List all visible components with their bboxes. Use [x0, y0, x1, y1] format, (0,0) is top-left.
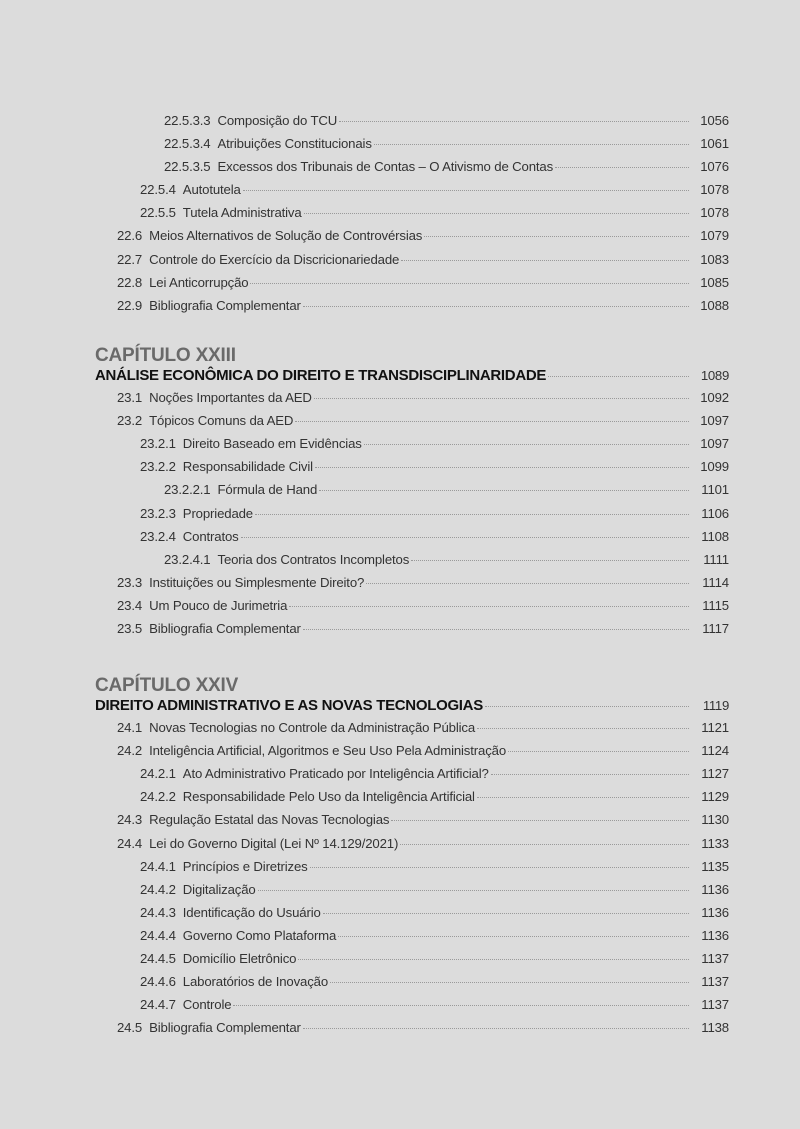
entry-title: Atribuições Constitucionais [217, 136, 372, 152]
spacer [176, 882, 183, 897]
entry-title: Composição do TCU [217, 113, 338, 128]
toc-entry[interactable] [95, 436, 729, 459]
dot-leader [304, 213, 689, 214]
page-number: 1121 [701, 720, 729, 736]
page-number: 1127 [701, 766, 729, 782]
chapter-title: DIREITO ADMINISTRATIVO E AS NOVAS TECNOLOGIAS [95, 697, 483, 714]
entry-title: Ato Administrativo Praticado por Inteligência Artificial? [182, 766, 489, 782]
spacer [176, 789, 183, 804]
toc-entry[interactable] [95, 413, 729, 436]
spacer [142, 1020, 149, 1035]
spacer [176, 459, 183, 474]
dot-leader [330, 982, 689, 983]
dot-leader [477, 728, 689, 729]
spacer [142, 275, 149, 290]
dot-leader [339, 121, 689, 122]
entry-title: Lei Anticorrupção [149, 274, 249, 290]
toc-entry[interactable] [95, 205, 729, 228]
page-number: 1119 [702, 698, 729, 713]
toc-entry[interactable] [95, 951, 729, 974]
entry-title: Responsabilidade Pelo Uso da Inteligência Artificial [182, 789, 475, 805]
entry-title: Propriedade [182, 505, 253, 521]
chapter-title-row[interactable] [95, 367, 729, 390]
spacer [210, 159, 217, 174]
toc-entry[interactable] [95, 974, 729, 997]
page-number: 1117 [702, 621, 729, 637]
dot-leader [391, 820, 689, 821]
entry-number: 22.5.5 [140, 205, 176, 221]
page-number: 1076 [700, 159, 729, 175]
spacer [210, 113, 217, 128]
entry-number: 23.2.4.1 [164, 551, 211, 567]
entry-title: Identificação do Usuário [182, 904, 321, 920]
dot-leader [233, 1005, 689, 1006]
dot-leader [258, 890, 689, 891]
entry-title: Teoria dos Contratos Incompletos [217, 551, 410, 567]
toc-entry[interactable] [95, 182, 729, 205]
entry-number: 24.4.2 [140, 881, 176, 897]
spacer [210, 136, 217, 151]
entry-title: Direito Baseado em Evidências [182, 436, 362, 452]
toc-entry[interactable] [95, 812, 729, 835]
spacer [176, 436, 183, 451]
entry-title: Princípios e Diretrizes [182, 858, 308, 874]
entry-title: Novas Tecnologias no Controle da Administração Pública [149, 720, 476, 736]
page-number: 1061 [700, 136, 729, 152]
toc-entry[interactable] [95, 905, 729, 928]
entry-number: 24.4.3 [140, 904, 176, 920]
chapter-entries [95, 390, 729, 644]
spacer [142, 720, 149, 735]
page-number: 1088 [700, 297, 729, 313]
dot-leader [400, 844, 689, 845]
entry-title: Noções Importantes da AED [149, 390, 312, 406]
entry-title: Digitalização [182, 881, 256, 897]
entry-title: Autotutela [182, 182, 241, 198]
chapter-entries [95, 720, 729, 1043]
toc-entry[interactable] [95, 159, 729, 182]
toc-block-chapter-22 [95, 113, 729, 321]
entry-number: 24.4 [117, 835, 143, 851]
page-number: 1097 [700, 413, 729, 429]
page-number: 1078 [700, 205, 729, 221]
entry-title: Um Pouco de Jurimetria [149, 597, 288, 613]
toc-entry[interactable] [95, 720, 729, 743]
entry-number: 22.9 [117, 297, 143, 313]
dot-leader [508, 751, 689, 752]
page-number: 1099 [700, 459, 729, 475]
page-number: 1089 [700, 368, 729, 383]
chapter-label: CAPÍTULO XXIII [95, 345, 236, 366]
spacer [142, 228, 149, 243]
entry-title: Controle do Exercício da Discricionariedade [149, 251, 400, 267]
spacer [176, 974, 183, 989]
page-number: 1083 [700, 251, 729, 267]
entry-number: 24.4.6 [140, 974, 176, 990]
entry-number: 22.5.3.4 [164, 136, 211, 152]
entry-number: 23.3 [117, 574, 143, 590]
page-number: 1115 [702, 597, 729, 613]
page-number: 1133 [701, 835, 729, 851]
page-number: 1138 [701, 1020, 729, 1036]
spacer [142, 252, 149, 267]
spacer [176, 905, 183, 920]
page-number: 1097 [700, 436, 729, 452]
dot-leader [303, 306, 689, 307]
dot-leader [485, 706, 689, 707]
spacer [176, 506, 183, 521]
entry-number: 23.2.1 [140, 436, 176, 452]
entry-title: Bibliografia Complementar [149, 1020, 301, 1036]
toc-entry[interactable] [95, 743, 729, 766]
page-number: 1136 [701, 927, 729, 943]
toc-entry[interactable] [95, 598, 729, 621]
toc-entry[interactable] [95, 482, 729, 505]
entry-number: 24.5 [117, 1020, 143, 1036]
page-number: 1092 [700, 390, 729, 406]
page-number: 1079 [700, 228, 729, 244]
spacer [176, 859, 183, 874]
dot-leader [338, 936, 689, 937]
spacer [210, 552, 217, 567]
dot-leader [295, 421, 689, 422]
spacer [176, 951, 183, 966]
entry-number: 22.7 [117, 251, 143, 267]
entry-number: 24.3 [117, 812, 143, 828]
page-number: 1137 [701, 974, 729, 990]
toc-entry[interactable] [95, 136, 729, 159]
entry-title: Laboratórios de Inovação [182, 974, 329, 990]
entry-number: 22.6 [117, 228, 143, 244]
entry-title: Inteligência Artificial, Algoritmos e Seu Uso Pela Administração [149, 743, 507, 759]
entry-title: Lei do Governo Digital (Lei Nº 14.129/2021) [149, 835, 399, 851]
toc-entry[interactable] [95, 928, 729, 951]
toc-entry[interactable] [95, 789, 729, 812]
page-number: 1108 [701, 528, 729, 544]
spacer [210, 482, 217, 497]
dot-leader [548, 376, 689, 377]
entry-number: 23.5 [117, 621, 143, 637]
dot-leader [411, 560, 689, 561]
spacer [142, 743, 149, 758]
dot-leader [319, 490, 689, 491]
entry-number: 23.2 [117, 413, 143, 429]
entry-title: Fórmula de Hand [217, 482, 318, 498]
entry-title: Tutela Administrativa [182, 205, 302, 221]
toc-entry[interactable] [95, 552, 729, 575]
toc-entry[interactable] [95, 252, 729, 275]
entry-number: 23.2.2.1 [164, 482, 211, 498]
entry-number: 24.4.5 [140, 951, 176, 967]
entry-number: 23.2.4 [140, 528, 176, 544]
entry-number: 22.5.4 [140, 182, 176, 198]
dot-leader [555, 167, 689, 168]
spacer [142, 575, 149, 590]
toc-block-chapter-23 [95, 345, 729, 644]
entry-number: 24.4.7 [140, 997, 176, 1013]
spacer [176, 182, 183, 197]
entry-title: Meios Alternativos de Solução de Controvérsias [149, 228, 423, 244]
toc-entry[interactable] [95, 529, 729, 552]
entry-title: Contratos [182, 528, 239, 544]
toc-entry[interactable] [95, 766, 729, 789]
page-number: 1106 [701, 505, 729, 521]
entry-number: 24.2 [117, 743, 143, 759]
spacer [176, 997, 183, 1012]
spacer [142, 812, 149, 827]
toc-entry[interactable] [95, 459, 729, 482]
dot-leader [255, 514, 689, 515]
dot-leader [243, 190, 689, 191]
page-number: 1078 [700, 182, 729, 198]
page-number: 1085 [700, 274, 729, 290]
dot-leader [364, 444, 689, 445]
toc-entry[interactable] [95, 836, 729, 859]
toc-entry[interactable] [95, 228, 729, 251]
spacer [176, 766, 183, 781]
entry-number: 22.5.3.5 [164, 159, 211, 175]
page-number: 1124 [701, 743, 729, 759]
page-number: 1137 [701, 951, 729, 967]
entry-title: Governo Como Plataforma [182, 927, 337, 943]
spacer [176, 205, 183, 220]
entry-number: 24.4.1 [140, 858, 176, 874]
spacer [142, 390, 149, 405]
toc-entry[interactable] [95, 298, 729, 321]
spacer [176, 928, 183, 943]
page-number: 1136 [701, 904, 729, 920]
toc-entry[interactable] [95, 621, 729, 644]
spacer [176, 529, 183, 544]
entry-number: 24.1 [117, 720, 143, 736]
chapter-title-row[interactable] [95, 697, 729, 720]
entry-number: 23.4 [117, 597, 143, 613]
entry-title: Domicílio Eletrônico [182, 951, 297, 967]
toc-entry[interactable] [95, 1020, 729, 1043]
dot-leader [289, 606, 689, 607]
toc-entry[interactable] [95, 506, 729, 529]
entry-title: Responsabilidade Civil [182, 459, 313, 475]
toc-entry[interactable] [95, 997, 729, 1020]
spacer [142, 298, 149, 313]
spacer [142, 621, 149, 636]
page-number: 1136 [701, 881, 729, 897]
dot-leader [424, 236, 689, 237]
dot-leader [315, 467, 689, 468]
toc-entry[interactable] [95, 390, 729, 413]
dot-leader [323, 913, 689, 914]
toc-entry[interactable] [95, 575, 729, 598]
entry-number: 23.2.2 [140, 459, 176, 475]
spacer [142, 598, 149, 613]
page-number: 1135 [701, 858, 729, 874]
dot-leader [310, 867, 689, 868]
toc-entry[interactable] [95, 882, 729, 905]
dot-leader [241, 537, 689, 538]
page-number: 1056 [700, 113, 729, 128]
entry-title: Tópicos Comuns da AED [149, 413, 294, 429]
toc-entry[interactable] [95, 275, 729, 298]
page-number: 1111 [703, 551, 729, 567]
toc-entry[interactable] [95, 859, 729, 882]
dot-leader [366, 583, 689, 584]
toc-block-chapter-24 [95, 675, 729, 1043]
entry-number: 22.5.3.3 [164, 113, 211, 128]
dot-leader [491, 774, 689, 775]
chapter-title: ANÁLISE ECONÔMICA DO DIREITO E TRANSDISCIPLINARIDADE [95, 367, 547, 384]
entry-title: Controle [182, 997, 232, 1013]
entry-number: 22.8 [117, 274, 143, 290]
dot-leader [374, 144, 689, 145]
spacer [142, 413, 149, 428]
dot-leader [314, 398, 689, 399]
spacer [142, 836, 149, 851]
dot-leader [250, 283, 689, 284]
entry-number: 23.2.3 [140, 505, 176, 521]
entry-title: Excessos dos Tribunais de Contas – O Ativismo de Contas [217, 159, 554, 175]
page-number: 1137 [701, 997, 729, 1013]
entry-number: 24.2.2 [140, 789, 176, 805]
dot-leader [303, 629, 689, 630]
chapter-label: CAPÍTULO XXIV [95, 675, 239, 696]
page-number: 1129 [701, 789, 729, 805]
entry-title: Bibliografia Complementar [149, 297, 301, 313]
dot-leader [303, 1028, 689, 1029]
entry-title: Regulação Estatal das Novas Tecnologias [149, 812, 390, 828]
entry-title: Instituições ou Simplesmente Direito? [149, 574, 365, 590]
toc-entry[interactable] [95, 113, 729, 136]
entry-number: 23.1 [117, 390, 143, 406]
dot-leader [298, 959, 689, 960]
page-number: 1101 [701, 482, 729, 498]
entry-number: 24.2.1 [140, 766, 176, 782]
entry-title: Bibliografia Complementar [149, 621, 301, 637]
entry-number: 24.4.4 [140, 927, 176, 943]
dot-leader [401, 260, 689, 261]
dot-leader [477, 797, 689, 798]
page-number: 1130 [701, 812, 729, 828]
page-number: 1114 [702, 574, 729, 590]
